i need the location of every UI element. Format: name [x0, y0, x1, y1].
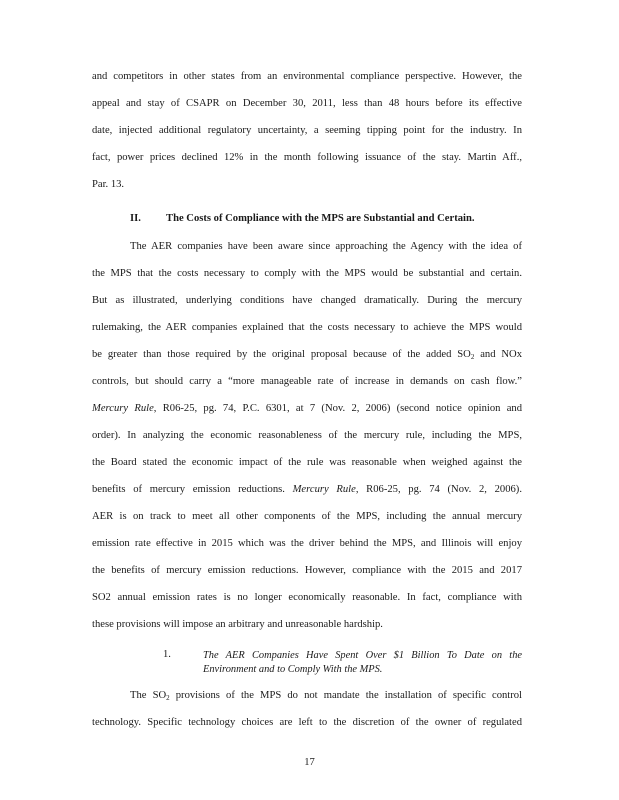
- text-line: SO2 annual emission rates is no longer economically reasonable. In fact, compliance with: [92, 592, 522, 603]
- text-fragment: and NOx: [474, 349, 522, 360]
- text-line: technology. Specific technology choices are left to the discretion of the owner of regulated: [92, 717, 522, 728]
- text-line: controls, but should carry a “more manageable rate of increase in demands on cash flow.”: [92, 376, 522, 387]
- text-line: emission rate effective in 2015 which was the driver behind the MPS, and Illinois will enjoy: [92, 538, 522, 549]
- text-line: appeal and stay of CSAPR on December 30, 2011, less than 48 hours before its effective: [92, 98, 522, 109]
- text-fragment: The SO: [130, 690, 167, 701]
- text-fragment: , R06-25, pg. 74, P.C. 6301, at 7 (Nov. 2, 2006) (second notice opinion and: [153, 403, 522, 414]
- text-fragment: provisions of the MPS do not mandate the installation of specific control: [169, 690, 522, 701]
- text-line: fact, power prices declined 12% in the month following issuance of the stay. Martin Aff.,: [92, 152, 522, 163]
- text-fragment: be greater than those required by the original proposal because of the added SO: [92, 349, 471, 360]
- text-fragment: benefits of mercury emission reductions.: [92, 484, 293, 495]
- text-fragment: , R06-25, pg. 74 (Nov. 2, 2006).: [355, 484, 522, 495]
- text-line: the MPS that the costs necessary to comply with the MPS would be substantial and certain.: [92, 268, 522, 279]
- text-line: and competitors in other states from an environmental compliance perspective. However, the: [92, 71, 522, 82]
- text-line-citation: [92, 402, 522, 416]
- text-line: date, injected additional regulatory uncertainty, a seeming tipping point for the industry. In: [92, 125, 522, 136]
- text-line: these provisions will impose an arbitrary and unreasonable hardship.: [92, 619, 383, 630]
- subsection-title-line: Environment and to Comply With the MPS.: [203, 664, 383, 675]
- section-title: The Costs of Compliance with the MPS are Substantial and Certain.: [166, 213, 475, 224]
- text-line-so2: [92, 348, 522, 362]
- page-number: 17: [304, 757, 315, 768]
- case-citation: Mercury Rule: [92, 403, 154, 414]
- text-line: The AER companies have been aware since approaching the Agency with the idea of: [130, 241, 522, 252]
- subsection-number: 1.: [163, 649, 171, 660]
- subscript: 2: [470, 353, 475, 361]
- text-line: Par. 13.: [92, 179, 125, 190]
- subscript: 2: [166, 694, 170, 702]
- text-line-citation: [92, 483, 522, 497]
- text-line: rulemaking, the AER companies explained that the costs necessary to achieve the MPS would: [92, 322, 522, 333]
- section-number: II.: [130, 213, 141, 224]
- text-line: the Board stated the economic impact of the rule was reasonable when weighed against the: [92, 457, 522, 468]
- text-line-so2: [130, 689, 522, 703]
- text-line: AER is on track to meet all other components of the MPS, including the annual mercury: [92, 511, 522, 522]
- text-line: But as illustrated, underlying conditions have changed dramatically. During the mercury: [92, 295, 522, 306]
- text-line: order). In analyzing the economic reasonableness of the mercury rule, including the MPS,: [92, 430, 522, 441]
- text-line: the benefits of mercury emission reductions. However, compliance with the 2015 and 2017: [92, 565, 522, 576]
- subsection-title-line: The AER Companies Have Spent Over $1 Billion To Date on the: [203, 650, 522, 661]
- case-citation: Mercury Rule: [292, 484, 356, 495]
